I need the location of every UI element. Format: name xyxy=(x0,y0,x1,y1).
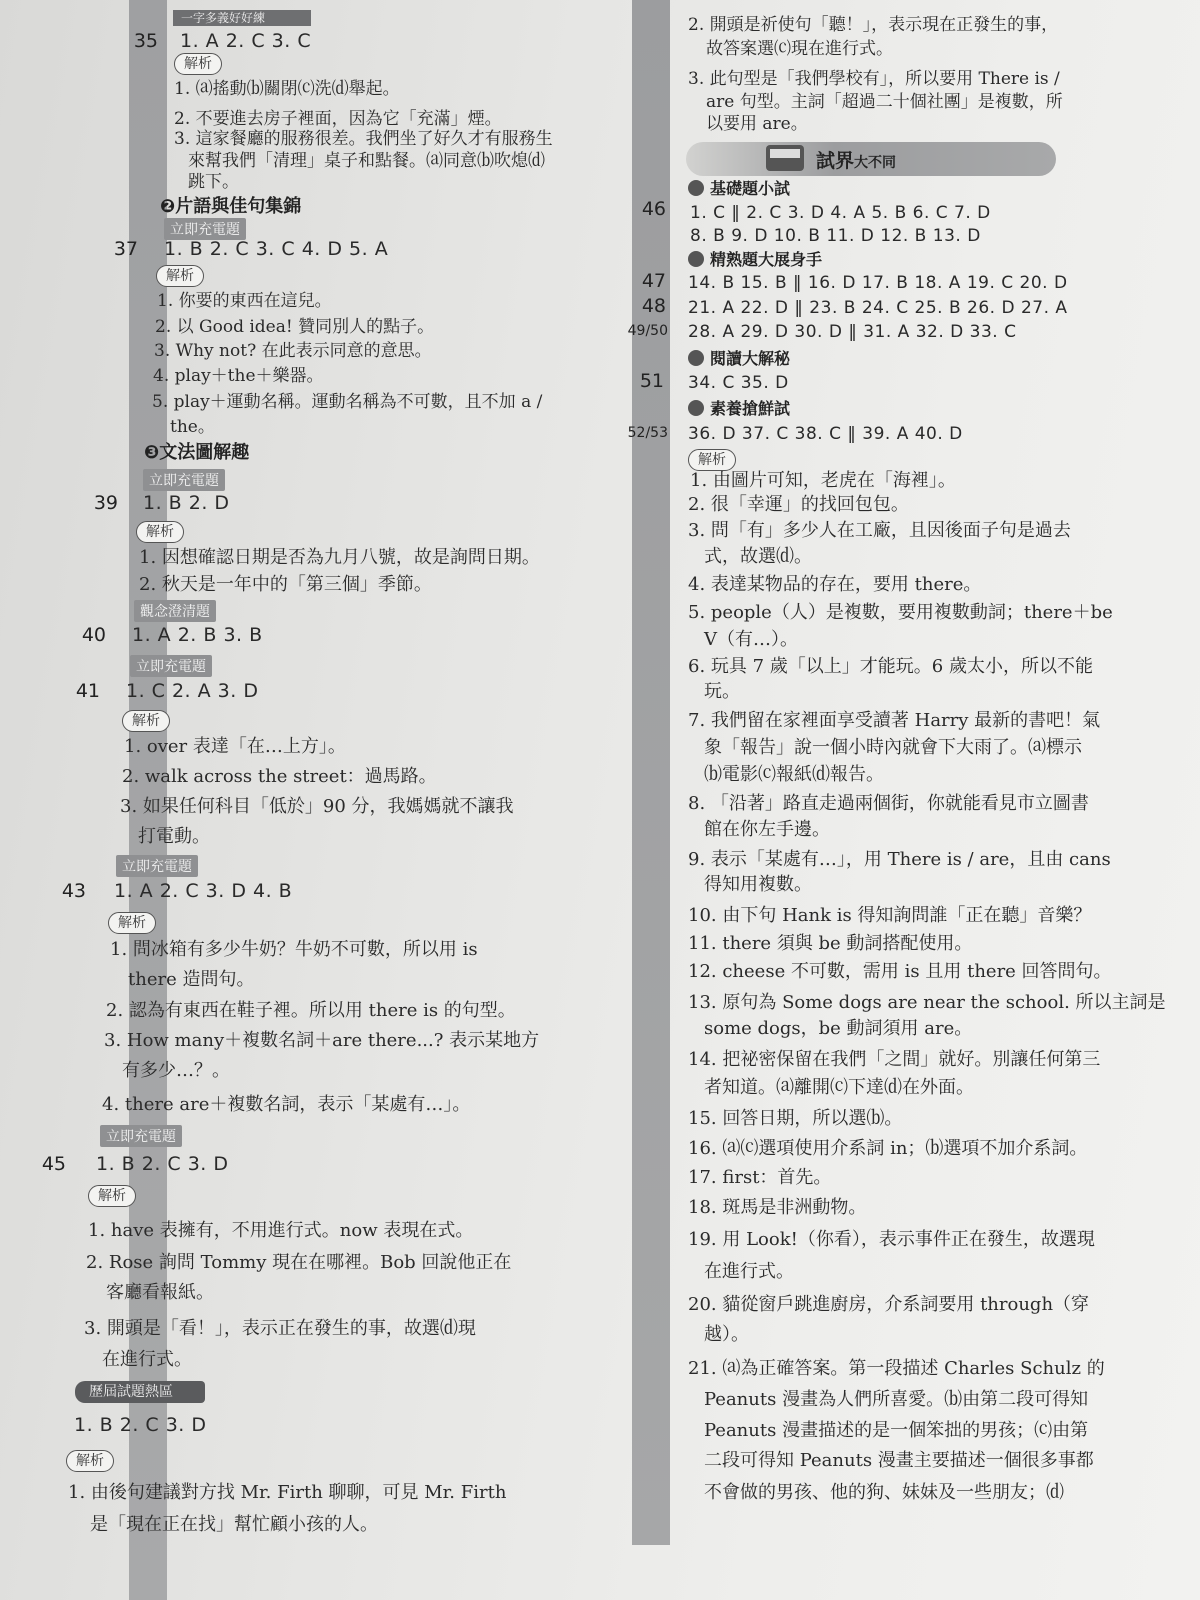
explanation-line: 9. 表示「某處有…」，用 There is / are，且由 cans xyxy=(688,849,1111,870)
answer-row: 36. D 37. C 38. C ‖ 39. A 40. D xyxy=(688,424,963,444)
banner-title: 試界大不同 xyxy=(816,150,897,172)
explanation-line: 12. cheese 不可數，需用 is 且用 there 回答問句。 xyxy=(688,961,1112,982)
explanation-line: 二段可得知 Peanuts 漫畫主要描述一個很多事都 xyxy=(704,1450,1094,1471)
answer-row: 1. A 2. B 3. B xyxy=(132,624,263,646)
question-number: 37 xyxy=(113,238,138,260)
explanation-line: 打電動。 xyxy=(138,826,210,847)
explanation-badge: 解析 xyxy=(156,265,204,287)
section-tag: 立即充電題 xyxy=(130,655,212,677)
explanation-badge: 解析 xyxy=(174,53,222,75)
explanation-line: 8. 「沿著」路直走過兩個街，你就能看見市立圖書 xyxy=(688,793,1089,814)
question-number: 48 xyxy=(641,295,666,317)
explanation-line: 7. 我們留在家裡面享受讀著 Harry 最新的書吧！氣 xyxy=(688,710,1101,731)
explanation-line: are 句型。主詞「超過二十個社團」是複數，所 xyxy=(706,92,1063,112)
question-number: 41 xyxy=(75,680,100,702)
question-number: 47 xyxy=(641,270,666,292)
section-tag: 立即充電題 xyxy=(100,1125,182,1147)
explanation-line: 3. How many＋複數名詞＋are there...? 表示某地方 xyxy=(104,1030,540,1051)
explanation-line: 19. 用 Look!（你看），表示事件正在發生，故選現 xyxy=(688,1229,1095,1250)
question-number: 43 xyxy=(61,880,86,902)
explanation-line: 20. 貓從窗戶跳進廚房，介系詞要用 through（穿 xyxy=(688,1294,1090,1315)
section-heading: ❷片語與佳句集錦 xyxy=(160,196,302,217)
explanation-line: 10. 由下句 Hank is 得知詢問誰「正在聽」音樂？ xyxy=(688,905,1092,926)
explanation-line: 3. 如果任何科目「低於」90 分，我媽媽就不讓我 xyxy=(120,796,514,817)
right-number-strip xyxy=(632,0,670,1545)
explanation-badge: 解析 xyxy=(122,710,170,732)
section-icon xyxy=(688,350,704,366)
answer-row: 28. A 29. D 30. D ‖ 31. A 32. D 33. C xyxy=(688,322,1017,342)
explanation-line: 11. there 須與 be 動詞搭配使用。 xyxy=(688,933,973,954)
section-tag: 觀念澄清題 xyxy=(134,600,216,622)
explanation-line: 2. 以 Good idea! 贊同別人的點子。 xyxy=(155,317,435,337)
explanation-line: Peanuts 漫畫描述的是一個笨拙的男孩；⒞由第 xyxy=(704,1420,1089,1441)
explanation-line: 1. 由圖片可知，老虎在「海裡」。 xyxy=(690,470,956,491)
explanation-line: Peanuts 漫畫為人們所喜愛。⒝由第二段可得知 xyxy=(704,1389,1089,1410)
section-heading: 閱讀大解秘 xyxy=(688,346,790,369)
section-icon xyxy=(688,251,704,267)
explanation-line: 1. 你要的東西在這兒。 xyxy=(157,291,332,311)
explanation-line: 在進行式。 xyxy=(102,1349,192,1370)
explanation-line: 1. over 表達「在…上方」。 xyxy=(124,736,346,757)
question-number: 49/50 xyxy=(627,323,668,339)
answer-row: 1. B 2. C 3. D xyxy=(74,1414,207,1436)
explanation-line: 得知用複數。 xyxy=(704,874,812,895)
explanation-line: V（有…）。 xyxy=(704,629,798,650)
top-tag: 一字多義好好練 xyxy=(173,10,311,26)
explanation-line: 3. Why not? 在此表示同意的意思。 xyxy=(154,341,432,361)
section-icon xyxy=(688,400,704,416)
explanation-line: 1. 問冰箱有多少牛奶？牛奶不可數，所以用 is xyxy=(110,939,478,960)
explanation-line: 15. 回答日期，所以選⒝。 xyxy=(688,1108,903,1129)
answer-row: 34. C 35. D xyxy=(688,373,789,393)
explanation-line: 14. 把祕密保留在我們「之間」就好。別讓任何第三 xyxy=(688,1049,1101,1070)
explanation-line: there 造問句。 xyxy=(128,969,255,990)
answer-row: 1. C 2. A 3. D xyxy=(126,680,259,702)
explanation-line: some dogs，be 動詞須用 are。 xyxy=(704,1018,973,1039)
explanation-line: 玩。 xyxy=(704,681,740,702)
explanation-badge: 解析 xyxy=(108,912,156,934)
question-number: 39 xyxy=(93,492,118,514)
bus-icon xyxy=(766,145,804,171)
section-heading: 素養搶鮮試 xyxy=(688,396,790,419)
question-number: 51 xyxy=(639,370,664,392)
answer-row: 8. B 9. D 10. B 11. D 12. B 13. D xyxy=(690,226,981,246)
explanation-line: 5. people（人）是複數，要用複數動詞；there＋be xyxy=(688,602,1113,623)
explanation-line: 4. play＋the＋樂器。 xyxy=(153,366,324,386)
explanation-line: 16. ⒜⒞選項使用介系詞 in；⒝選項不加介系詞。 xyxy=(688,1138,1088,1159)
explanation-line: 式，故選⒟。 xyxy=(704,546,812,567)
question-number: 45 xyxy=(41,1153,66,1175)
explanation-line: ⒝電影⒞報紙⒟報告。 xyxy=(704,764,884,785)
section-heading: 基礎題小試 xyxy=(688,176,790,199)
explanation-line: 來幫我們「清理」桌子和點餐。⒜同意⒝吹熄⒟ xyxy=(188,151,545,171)
explanation-line: 3. 問「有」多少人在工廠，且因後面子句是過去 xyxy=(688,520,1071,541)
explanation-line: 17. first：首先。 xyxy=(688,1167,832,1188)
explanation-line: 以要用 are。 xyxy=(706,114,808,134)
explanation-line: 有多少…？。 xyxy=(122,1060,230,1081)
explanation-line: 1. ⒜搖動⒝關閉⒞洗⒟舉起。 xyxy=(174,79,400,99)
answer-row: 1. B 2. D xyxy=(143,492,230,514)
explanation-line: 4. 表達某物品的存在，要用 there。 xyxy=(688,574,982,595)
explanation-line: 2. 認為有東西在鞋子裡。所以用 there is 的句型。 xyxy=(106,1000,516,1021)
explanation-badge: 解析 xyxy=(88,1185,136,1207)
explanation-line: 1. have 表擁有，不用進行式。now 表現在式。 xyxy=(88,1220,474,1241)
explanation-line: 1. 由後句建議對方找 Mr. Firth 聊聊，可見 Mr. Firth xyxy=(68,1482,507,1503)
section-banner xyxy=(686,142,1056,176)
explanation-line: 3. 這家餐廳的服務很差。我們坐了好久才有服務生 xyxy=(174,129,553,149)
answer-row: 1. B 2. C 3. D xyxy=(96,1153,229,1175)
explanation-badge: 解析 xyxy=(66,1450,114,1472)
explanation-line: 越）。 xyxy=(704,1324,749,1345)
explanation-line: 客廳看報紙。 xyxy=(106,1282,214,1303)
explanation-line: 2. 很「幸運」的找回包包。 xyxy=(688,494,909,515)
explanation-line: 18. 斑馬是非洲動物。 xyxy=(688,1197,867,1218)
explanation-line: 5. play＋運動名稱。運動名稱為不可數，且不加 a / xyxy=(152,392,543,412)
explanation-line: 跳下。 xyxy=(188,172,239,192)
answer-row: 1. C ‖ 2. C 3. D 4. A 5. B 6. C 7. D xyxy=(690,203,991,223)
answer-row: 21. A 22. D ‖ 23. B 24. C 25. B 26. D 27. A xyxy=(688,298,1068,318)
explanation-line: 在進行式。 xyxy=(704,1261,794,1282)
explanation-line: 1. 因想確認日期是否為九月八號，故是詢問日期。 xyxy=(139,547,540,568)
section-heading: ❸文法圖解趣 xyxy=(144,442,250,463)
answer-row: 1. A 2. C 3. D 4. B xyxy=(114,880,293,902)
answer-row: 1. B 2. C 3. C 4. D 5. A xyxy=(164,238,389,260)
explanation-line: 4. there are＋複數名詞，表示「某處有…」。 xyxy=(102,1094,471,1115)
explanation-line: 2. Rose 詢問 Tommy 現在在哪裡。Bob 回說他正在 xyxy=(86,1252,512,1273)
explanation-line: 13. 原句為 Some dogs are near the school. 所以主詞是 xyxy=(688,992,1166,1013)
explanation-line: 2. walk across the street：過馬路。 xyxy=(122,766,437,787)
explanation-line: 3. 開頭是「看！」，表示正在發生的事，故選⒟現 xyxy=(84,1318,476,1339)
section-tag: 立即充電題 xyxy=(116,855,198,877)
explanation-badge: 解析 xyxy=(688,449,736,471)
section-tag: 歷屆試題熱區 xyxy=(75,1381,205,1403)
explanation-line: 是「現在正在找」幫忙顧小孩的人。 xyxy=(90,1514,378,1535)
explanation-line: 21. ⒜為正確答案。第一段描述 Charles Schulz 的 xyxy=(688,1358,1105,1379)
section-icon xyxy=(688,180,704,196)
question-number: 35 xyxy=(133,30,158,52)
question-number: 40 xyxy=(81,624,106,646)
answer-row: 1. A 2. C 3. C xyxy=(180,30,312,52)
section-tag: 立即充電題 xyxy=(143,469,225,491)
explanation-line: 故答案選⒞現在進行式。 xyxy=(706,39,893,59)
explanation-line: 2. 開頭是祈使句「聽！」，表示現在正發生的事， xyxy=(688,15,1059,35)
question-number: 46 xyxy=(641,198,666,220)
explanation-line: 2. 秋天是一年中的「第三個」季節。 xyxy=(139,574,432,595)
explanation-line: 者知道。⒜離開⒞下達⒟在外面。 xyxy=(704,1077,974,1098)
explanation-line: 3. 此句型是「我們學校有」，所以要用 There is / xyxy=(688,69,1060,89)
question-number: 52/53 xyxy=(627,425,668,441)
answer-row: 14. B 15. B ‖ 16. D 17. B 18. A 19. C 20. D xyxy=(688,273,1068,293)
explanation-line: 2. 不要進去房子裡面，因為它「充滿」煙。 xyxy=(174,109,502,129)
explanation-line: 象「報告」說一個小時內就會下大雨了。⒜標示 xyxy=(704,737,1082,758)
explanation-line: the。 xyxy=(170,417,215,437)
explanation-line: 不會做的男孩、他的狗、妹妹及一些朋友；⒟ xyxy=(704,1482,1064,1503)
section-tag: 立即充電題 xyxy=(164,218,246,240)
section-heading: 精熟題大展身手 xyxy=(688,247,822,270)
explanation-badge: 解析 xyxy=(136,521,184,543)
explanation-line: 6. 玩具 7 歲「以上」才能玩。6 歲太小，所以不能 xyxy=(688,656,1093,677)
explanation-line: 館在你左手邊。 xyxy=(704,819,830,840)
